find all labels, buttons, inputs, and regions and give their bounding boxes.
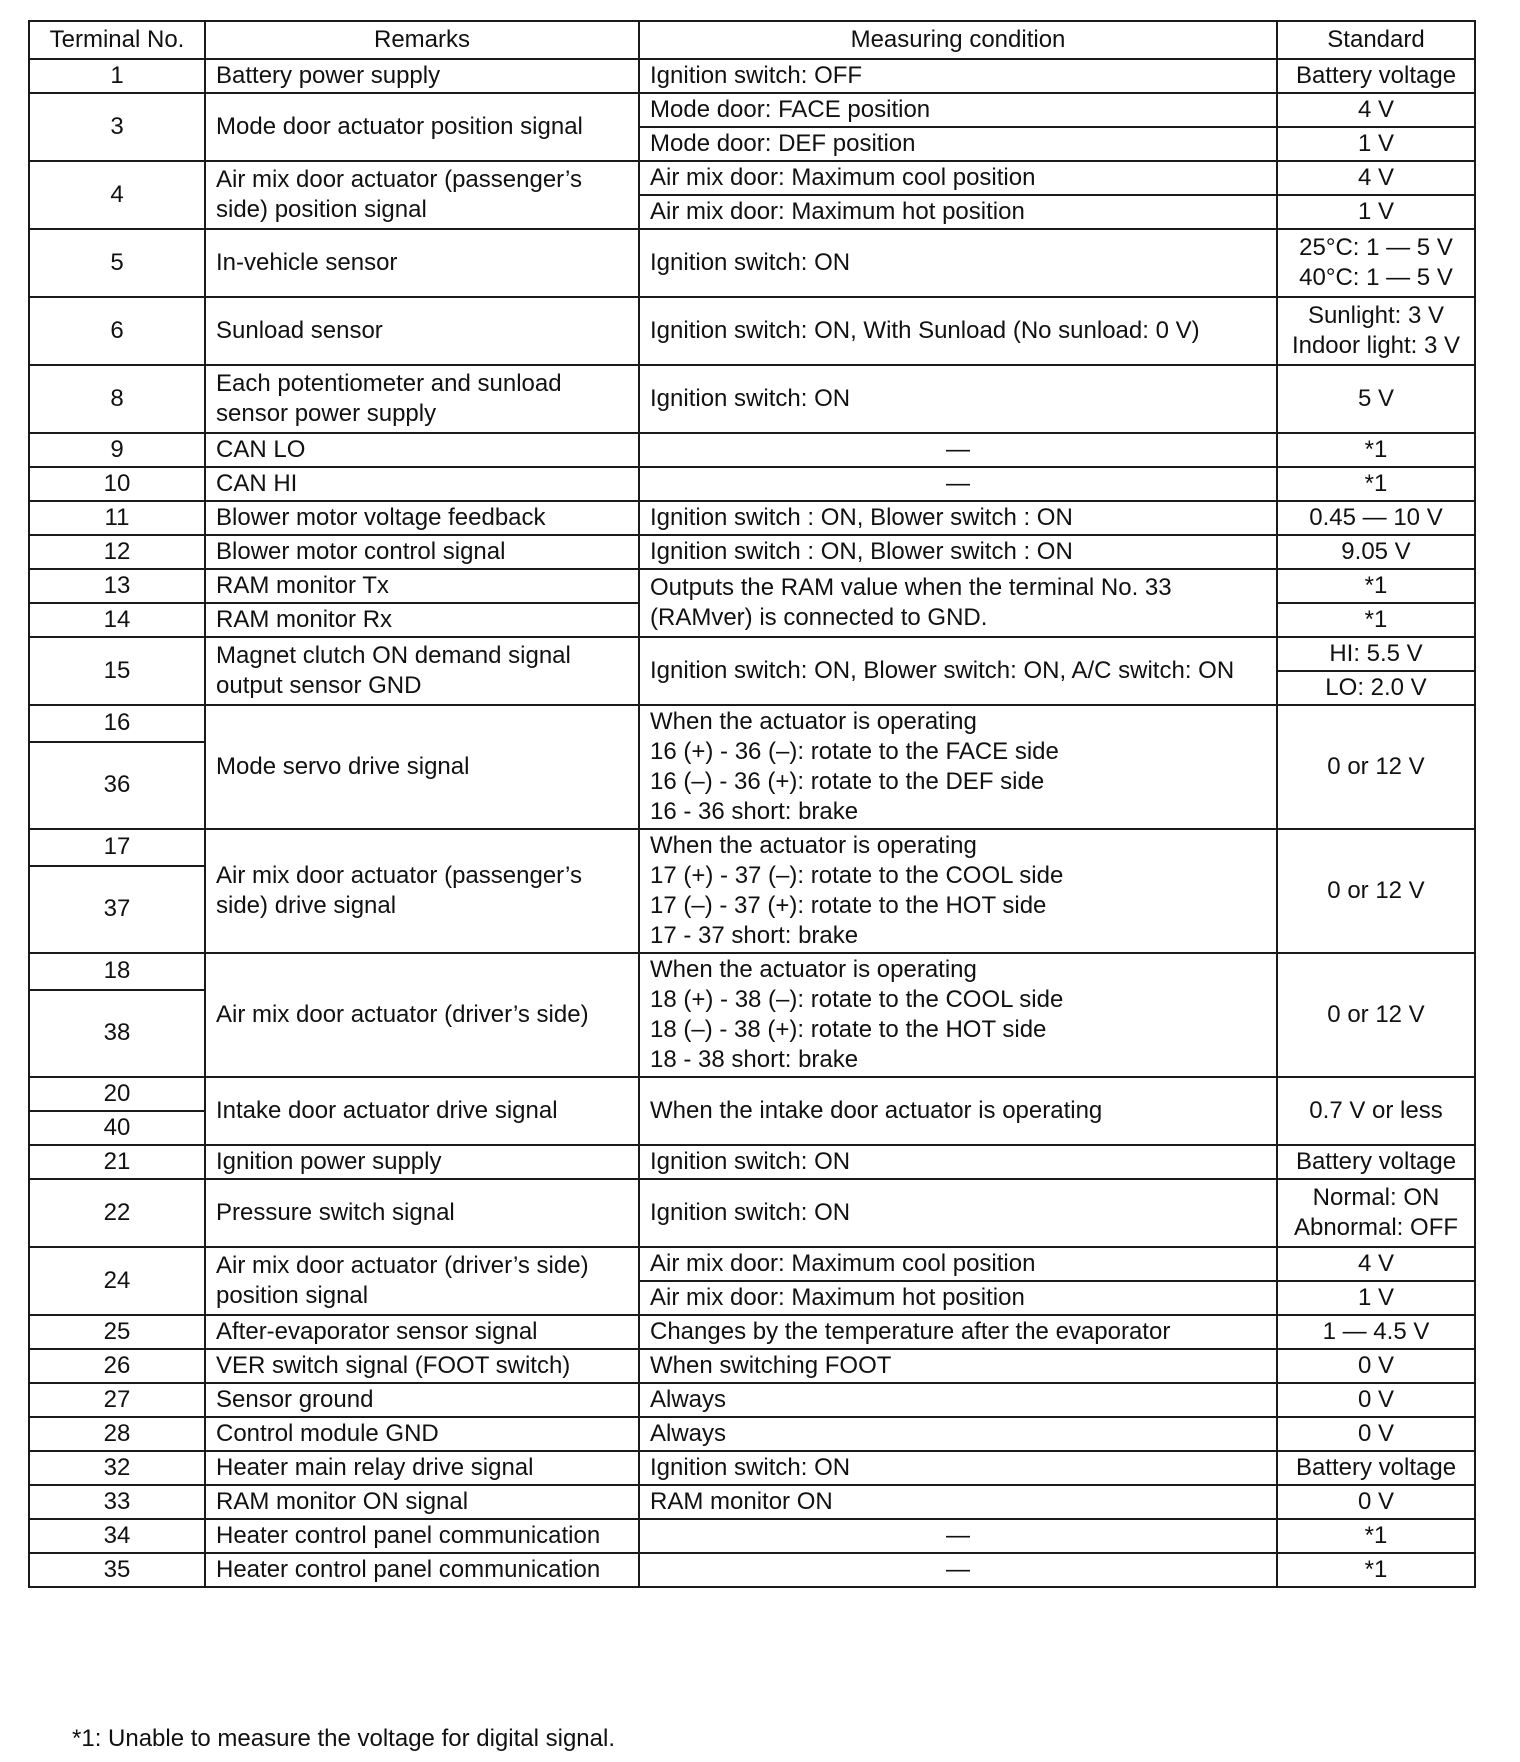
remark-cell: RAM monitor ON signal xyxy=(205,1485,639,1519)
standard-cell: 1 V xyxy=(1277,195,1475,229)
standard-cell: 0 V xyxy=(1277,1417,1475,1451)
standard-cell: 0 V xyxy=(1277,1485,1475,1519)
condition-cell: Air mix door: Maximum hot position xyxy=(639,195,1277,229)
terminal-cell: 24 xyxy=(29,1247,205,1315)
standard-cell: 4 V xyxy=(1277,161,1475,195)
terminal-cell: 13 xyxy=(29,569,205,603)
remark-cell: RAM monitor Tx xyxy=(205,569,639,603)
standard-cell: *1 xyxy=(1277,1519,1475,1553)
remark-cell: Each potentiometer and sunload sensor power supply xyxy=(205,365,639,433)
remark-cell: Control module GND xyxy=(205,1417,639,1451)
terminal-cell: 40 xyxy=(29,1111,205,1145)
terminal-cell: 38 xyxy=(29,990,205,1077)
terminal-cell: 10 xyxy=(29,467,205,501)
terminal-cell: 20 xyxy=(29,1077,205,1111)
table-row xyxy=(29,1417,1475,1451)
condition-cell: Ignition switch: ON, With Sunload (No sunload: 0 V) xyxy=(639,297,1277,365)
terminal-cell: 32 xyxy=(29,1451,205,1485)
condition-cell: When the intake door actuator is operating xyxy=(639,1077,1277,1145)
remark-cell: Pressure switch signal xyxy=(205,1179,639,1247)
terminal-cell: 33 xyxy=(29,1485,205,1519)
condition-cell: When the actuator is operating 16 (+) - 36 (–): rotate to the FACE side 16 (–) - 36 (+): rotate to the DEF side 16 - 36 short: brake xyxy=(639,705,1277,829)
header-terminal: Terminal No. xyxy=(29,21,205,59)
condition-cell: Mode door: FACE position xyxy=(639,93,1277,127)
standard-cell: LO: 2.0 V xyxy=(1277,671,1475,705)
remark-cell: Sunload sensor xyxy=(205,297,639,365)
standard-cell: *1 xyxy=(1277,433,1475,467)
remark-cell: Air mix door actuator (passenger’s side) drive signal xyxy=(205,829,639,953)
terminal-cell: 5 xyxy=(29,229,205,297)
condition-cell: Ignition switch : ON, Blower switch : ON xyxy=(639,501,1277,535)
standard-cell: Sunlight: 3 V Indoor light: 3 V xyxy=(1277,297,1475,365)
condition-cell: Mode door: DEF position xyxy=(639,127,1277,161)
standard-cell: 0.7 V or less xyxy=(1277,1077,1475,1145)
condition-cell: Ignition switch: ON, Blower switch: ON, A/C switch: ON xyxy=(639,637,1277,705)
terminal-cell: 34 xyxy=(29,1519,205,1553)
condition-cell: Always xyxy=(639,1383,1277,1417)
table-row xyxy=(29,297,1475,365)
standard-cell: 0 or 12 V xyxy=(1277,705,1475,829)
terminal-cell: 27 xyxy=(29,1383,205,1417)
standard-cell: 0 V xyxy=(1277,1349,1475,1383)
condition-cell: When the actuator is operating 18 (+) - 38 (–): rotate to the COOL side 18 (–) - 38 (+): rotate to the HOT side 18 - 38 short: brake xyxy=(639,953,1277,1077)
table-row xyxy=(29,705,1475,742)
remark-cell: In-vehicle sensor xyxy=(205,229,639,297)
header-condition: Measuring condition xyxy=(639,21,1277,59)
standard-cell: *1 xyxy=(1277,569,1475,603)
terminal-cell: 12 xyxy=(29,535,205,569)
remark-cell: Air mix door actuator (driver’s side) position signal xyxy=(205,1247,639,1315)
condition-cell: Ignition switch : ON, Blower switch : ON xyxy=(639,535,1277,569)
standard-cell: Battery voltage xyxy=(1277,1451,1475,1485)
footnote: *1: Unable to measure the voltage for digital signal. xyxy=(72,1725,615,1752)
standard-cell: 25°C: 1 — 5 V 40°C: 1 — 5 V xyxy=(1277,229,1475,297)
terminal-cell: 17 xyxy=(29,829,205,866)
condition-cell: Outputs the RAM value when the terminal No. 33 (RAMver) is connected to GND. xyxy=(639,569,1277,637)
remark-cell: Magnet clutch ON demand signal output sensor GND xyxy=(205,637,639,705)
condition-cell: When switching FOOT xyxy=(639,1349,1277,1383)
terminal-cell: 14 xyxy=(29,603,205,637)
standard-cell: 4 V xyxy=(1277,1247,1475,1281)
terminal-cell: 15 xyxy=(29,637,205,705)
remark-cell: Air mix door actuator (driver’s side) xyxy=(205,953,639,1077)
table-row xyxy=(29,1315,1475,1349)
terminal-cell: 11 xyxy=(29,501,205,535)
terminal-cell: 36 xyxy=(29,742,205,829)
table-row xyxy=(29,1451,1475,1485)
standard-cell: 0.45 — 10 V xyxy=(1277,501,1475,535)
standard-cell: Battery voltage xyxy=(1277,1145,1475,1179)
remark-cell: RAM monitor Rx xyxy=(205,603,639,637)
terminal-cell: 3 xyxy=(29,93,205,161)
terminal-cell: 16 xyxy=(29,705,205,742)
table-row xyxy=(29,1349,1475,1383)
condition-cell: — xyxy=(639,467,1277,501)
standard-cell: 4 V xyxy=(1277,93,1475,127)
table-row xyxy=(29,93,1475,127)
terminal-cell: 26 xyxy=(29,1349,205,1383)
terminal-cell: 18 xyxy=(29,953,205,990)
table-row xyxy=(29,1179,1475,1247)
terminal-cell: 28 xyxy=(29,1417,205,1451)
standard-cell: 1 — 4.5 V xyxy=(1277,1315,1475,1349)
remark-cell: Blower motor control signal xyxy=(205,535,639,569)
table-row xyxy=(29,953,1475,990)
remark-cell: After-evaporator sensor signal xyxy=(205,1315,639,1349)
remark-cell: Intake door actuator drive signal xyxy=(205,1077,639,1145)
standard-cell: HI: 5.5 V xyxy=(1277,637,1475,671)
table-row xyxy=(29,161,1475,195)
table-row xyxy=(29,829,1475,866)
terminal-cell: 8 xyxy=(29,365,205,433)
table-row xyxy=(29,1077,1475,1111)
remark-cell: Sensor ground xyxy=(205,1383,639,1417)
remark-cell: Ignition power supply xyxy=(205,1145,639,1179)
remark-cell: Mode door actuator position signal xyxy=(205,93,639,161)
table-row xyxy=(29,467,1475,501)
table-row xyxy=(29,501,1475,535)
remark-cell: VER switch signal (FOOT switch) xyxy=(205,1349,639,1383)
standard-cell: *1 xyxy=(1277,603,1475,637)
condition-cell: When the actuator is operating 17 (+) - 37 (–): rotate to the COOL side 17 (–) - 37 (+): rotate to the HOT side 17 - 37 short: brake xyxy=(639,829,1277,953)
table-row xyxy=(29,1247,1475,1281)
table-row xyxy=(29,1553,1475,1587)
standard-cell: 0 V xyxy=(1277,1383,1475,1417)
condition-cell: Ignition switch: ON xyxy=(639,365,1277,433)
terminal-cell: 35 xyxy=(29,1553,205,1587)
remark-cell: CAN LO xyxy=(205,433,639,467)
header-row xyxy=(29,21,1475,59)
terminal-spec-table xyxy=(28,20,1476,1588)
remark-cell: Blower motor voltage feedback xyxy=(205,501,639,535)
table-row xyxy=(29,1519,1475,1553)
terminal-cell: 37 xyxy=(29,866,205,953)
standard-cell: Normal: ON Abnormal: OFF xyxy=(1277,1179,1475,1247)
condition-cell: Ignition switch: ON xyxy=(639,1145,1277,1179)
table-row xyxy=(29,1485,1475,1519)
table-row xyxy=(29,433,1475,467)
condition-cell: Air mix door: Maximum cool position xyxy=(639,161,1277,195)
standard-cell: *1 xyxy=(1277,1553,1475,1587)
remark-cell: CAN HI xyxy=(205,467,639,501)
terminal-cell: 4 xyxy=(29,161,205,229)
table-row xyxy=(29,535,1475,569)
condition-cell: Ignition switch: ON xyxy=(639,1451,1277,1485)
standard-cell: Battery voltage xyxy=(1277,59,1475,93)
terminal-cell: 1 xyxy=(29,59,205,93)
terminal-cell: 9 xyxy=(29,433,205,467)
standard-cell: 1 V xyxy=(1277,127,1475,161)
standard-cell: 0 or 12 V xyxy=(1277,829,1475,953)
remark-cell: Heater control panel communication xyxy=(205,1553,639,1587)
condition-cell: Always xyxy=(639,1417,1277,1451)
table-row xyxy=(29,59,1475,93)
table-row xyxy=(29,1383,1475,1417)
condition-cell: — xyxy=(639,1553,1277,1587)
condition-cell: Air mix door: Maximum cool position xyxy=(639,1247,1277,1281)
condition-cell: Ignition switch: ON xyxy=(639,229,1277,297)
standard-cell: 5 V xyxy=(1277,365,1475,433)
remark-cell: Heater main relay drive signal xyxy=(205,1451,639,1485)
header-standard: Standard xyxy=(1277,21,1475,59)
condition-cell: Ignition switch: OFF xyxy=(639,59,1277,93)
terminal-cell: 6 xyxy=(29,297,205,365)
table-row xyxy=(29,1145,1475,1179)
standard-cell: *1 xyxy=(1277,467,1475,501)
header-remarks: Remarks xyxy=(205,21,639,59)
table-row xyxy=(29,365,1475,433)
terminal-cell: 21 xyxy=(29,1145,205,1179)
table-row xyxy=(29,569,1475,603)
condition-cell: Ignition switch: ON xyxy=(639,1179,1277,1247)
remark-cell: Battery power supply xyxy=(205,59,639,93)
standard-cell: 1 V xyxy=(1277,1281,1475,1315)
remark-cell: Mode servo drive signal xyxy=(205,705,639,829)
condition-cell: Changes by the temperature after the evaporator xyxy=(639,1315,1277,1349)
condition-cell: RAM monitor ON xyxy=(639,1485,1277,1519)
remark-cell: Heater control panel communication xyxy=(205,1519,639,1553)
terminal-cell: 22 xyxy=(29,1179,205,1247)
table-row xyxy=(29,229,1475,297)
standard-cell: 9.05 V xyxy=(1277,535,1475,569)
table-row xyxy=(29,637,1475,671)
condition-cell: — xyxy=(639,1519,1277,1553)
remark-cell: Air mix door actuator (passenger’s side) position signal xyxy=(205,161,639,229)
condition-cell: — xyxy=(639,433,1277,467)
terminal-cell: 25 xyxy=(29,1315,205,1349)
condition-cell: Air mix door: Maximum hot position xyxy=(639,1281,1277,1315)
standard-cell: 0 or 12 V xyxy=(1277,953,1475,1077)
